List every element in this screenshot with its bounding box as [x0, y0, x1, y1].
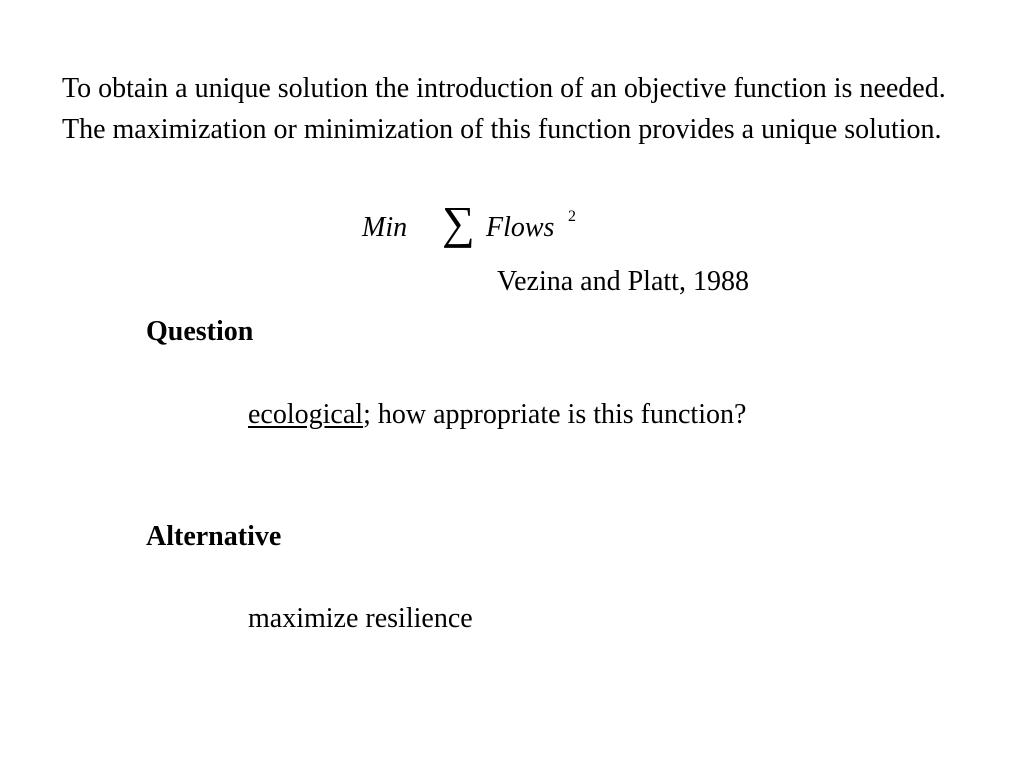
citation: Vezina and Platt, 1988 [497, 266, 749, 297]
question-rest: ; how appropriate is this function? [363, 399, 747, 430]
alternative-text: maximize resilience [248, 603, 473, 634]
formula-min: Min [362, 212, 408, 243]
alternative-heading: Alternative [146, 521, 282, 552]
formula-flows: Flows [486, 212, 555, 243]
question-text [248, 399, 746, 431]
question-heading: Question [146, 316, 254, 347]
summation-icon: ∑ [442, 197, 475, 248]
formula-exponent: 2 [568, 208, 576, 225]
question-underlined-word: ecological [248, 399, 364, 430]
intro-paragraph: To obtain a unique solution the introduction of an objective function is needed. The maximization or minimization of this function provides a unique solution. [62, 73, 946, 145]
